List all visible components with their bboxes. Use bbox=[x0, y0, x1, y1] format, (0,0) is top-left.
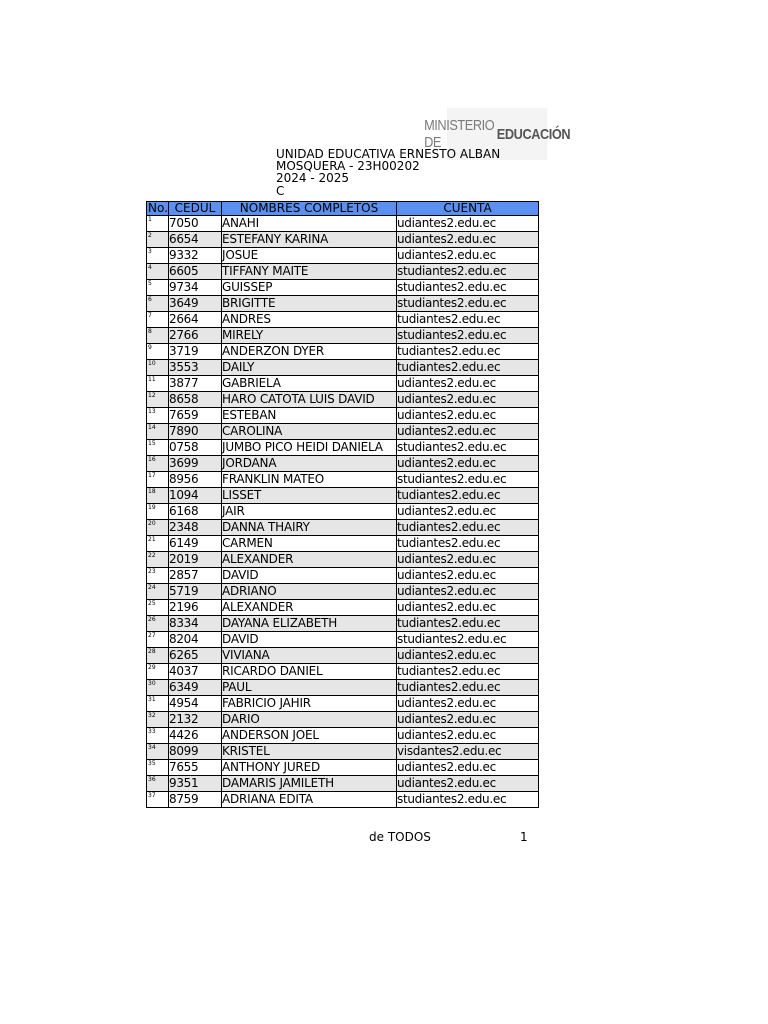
row-account: tudiantes2.edu.ec bbox=[397, 488, 539, 504]
row-number: 8 bbox=[147, 328, 169, 344]
row-account: udiantes2.edu.ec bbox=[397, 392, 539, 408]
row-name: JOSUE bbox=[222, 248, 397, 264]
row-number: 28 bbox=[147, 648, 169, 664]
row-number: 2 bbox=[147, 232, 169, 248]
row-name: JUMBO PICO HEIDI DANIELA bbox=[222, 440, 397, 456]
row-number: 22 bbox=[147, 552, 169, 568]
student-roster-table bbox=[146, 201, 539, 808]
table-row bbox=[147, 760, 539, 776]
row-name: LISSET bbox=[222, 488, 397, 504]
row-number: 25 bbox=[147, 600, 169, 616]
row-name: JORDANA bbox=[222, 456, 397, 472]
row-account: udiantes2.edu.ec bbox=[397, 648, 539, 664]
row-number: 13 bbox=[147, 408, 169, 424]
row-number: 1 bbox=[147, 216, 169, 232]
header-name: NOMBRES COMPLETOS bbox=[222, 202, 397, 216]
table-row bbox=[147, 504, 539, 520]
row-number: 10 bbox=[147, 360, 169, 376]
row-account: studiantes2.edu.ec bbox=[397, 440, 539, 456]
row-account: udiantes2.edu.ec bbox=[397, 232, 539, 248]
row-number: 24 bbox=[147, 584, 169, 600]
row-name: ADRIANO bbox=[222, 584, 397, 600]
row-number: 37 bbox=[147, 792, 169, 808]
row-id: 8204 bbox=[169, 632, 222, 648]
row-id: 2348 bbox=[169, 520, 222, 536]
row-id: 2766 bbox=[169, 328, 222, 344]
row-account: tudiantes2.edu.ec bbox=[397, 664, 539, 680]
row-account: studiantes2.edu.ec bbox=[397, 296, 539, 312]
row-id: 7890 bbox=[169, 424, 222, 440]
row-number: 36 bbox=[147, 776, 169, 792]
row-account: udiantes2.edu.ec bbox=[397, 696, 539, 712]
row-number: 19 bbox=[147, 504, 169, 520]
row-id: 5719 bbox=[169, 584, 222, 600]
row-account: udiantes2.edu.ec bbox=[397, 248, 539, 264]
row-number: 7 bbox=[147, 312, 169, 328]
row-number: 23 bbox=[147, 568, 169, 584]
row-name: DAVID bbox=[222, 632, 397, 648]
row-name: RICARDO DANIEL bbox=[222, 664, 397, 680]
school-name-line1: UNIDAD EDUCATIVA ERNESTO ALBAN bbox=[276, 148, 501, 160]
row-id: 1094 bbox=[169, 488, 222, 504]
row-name: DARIO bbox=[222, 712, 397, 728]
row-name: GABRIELA bbox=[222, 376, 397, 392]
row-account: udiantes2.edu.ec bbox=[397, 568, 539, 584]
table-row bbox=[147, 216, 539, 232]
table-row bbox=[147, 296, 539, 312]
row-id: 2132 bbox=[169, 712, 222, 728]
row-account: udiantes2.edu.ec bbox=[397, 504, 539, 520]
row-number: 35 bbox=[147, 760, 169, 776]
table-row bbox=[147, 648, 539, 664]
school-year: 2024 - 2025 bbox=[276, 172, 350, 184]
row-account: udiantes2.edu.ec bbox=[397, 552, 539, 568]
table-row bbox=[147, 584, 539, 600]
row-name: ALEXANDER bbox=[222, 600, 397, 616]
row-account: tudiantes2.edu.ec bbox=[397, 360, 539, 376]
table-row bbox=[147, 360, 539, 376]
row-name: DAMARIS JAMILETH bbox=[222, 776, 397, 792]
row-id: 8956 bbox=[169, 472, 222, 488]
row-id: 3877 bbox=[169, 376, 222, 392]
row-number: 20 bbox=[147, 520, 169, 536]
row-name: FABRICIO JAHIR bbox=[222, 696, 397, 712]
table-header-row bbox=[147, 202, 539, 216]
row-id: 8759 bbox=[169, 792, 222, 808]
row-name: ALEXANDER bbox=[222, 552, 397, 568]
table-row bbox=[147, 568, 539, 584]
header-id: CEDUL bbox=[169, 202, 222, 216]
row-id: 2664 bbox=[169, 312, 222, 328]
row-number: 17 bbox=[147, 472, 169, 488]
row-name: PAUL bbox=[222, 680, 397, 696]
row-number: 3 bbox=[147, 248, 169, 264]
row-id: 7050 bbox=[169, 216, 222, 232]
footer-page-number: 1 bbox=[520, 830, 528, 844]
table-row bbox=[147, 600, 539, 616]
row-account: tudiantes2.edu.ec bbox=[397, 536, 539, 552]
row-id: 8658 bbox=[169, 392, 222, 408]
row-account: udiantes2.edu.ec bbox=[397, 728, 539, 744]
row-number: 34 bbox=[147, 744, 169, 760]
row-id: 9351 bbox=[169, 776, 222, 792]
row-account: udiantes2.edu.ec bbox=[397, 760, 539, 776]
row-id: 6605 bbox=[169, 264, 222, 280]
row-id: 8334 bbox=[169, 616, 222, 632]
row-id: 9734 bbox=[169, 280, 222, 296]
row-name: CARMEN bbox=[222, 536, 397, 552]
table-row bbox=[147, 424, 539, 440]
table-row bbox=[147, 440, 539, 456]
table-row bbox=[147, 536, 539, 552]
row-account: udiantes2.edu.ec bbox=[397, 712, 539, 728]
row-number: 15 bbox=[147, 440, 169, 456]
row-name: ANDERZON DYER bbox=[222, 344, 397, 360]
table-row bbox=[147, 264, 539, 280]
row-account: udiantes2.edu.ec bbox=[397, 424, 539, 440]
row-account: tudiantes2.edu.ec bbox=[397, 344, 539, 360]
row-name: JAIR bbox=[222, 504, 397, 520]
row-id: 3699 bbox=[169, 456, 222, 472]
row-name: VIVIANA bbox=[222, 648, 397, 664]
row-account: studiantes2.edu.ec bbox=[397, 328, 539, 344]
row-id: 6654 bbox=[169, 232, 222, 248]
row-name: DANNA THAIRY bbox=[222, 520, 397, 536]
row-account: udiantes2.edu.ec bbox=[397, 408, 539, 424]
table-row bbox=[147, 456, 539, 472]
table-row bbox=[147, 392, 539, 408]
table-row bbox=[147, 248, 539, 264]
table-row bbox=[147, 376, 539, 392]
row-name: CAROLINA bbox=[222, 424, 397, 440]
row-number: 32 bbox=[147, 712, 169, 728]
school-name-line2: MOSQUERA - 23H00202 bbox=[276, 160, 420, 172]
row-account: studiantes2.edu.ec bbox=[397, 280, 539, 296]
row-id: 0758 bbox=[169, 440, 222, 456]
row-name: DAVID bbox=[222, 568, 397, 584]
row-number: 27 bbox=[147, 632, 169, 648]
row-number: 5 bbox=[147, 280, 169, 296]
row-account: udiantes2.edu.ec bbox=[397, 776, 539, 792]
row-number: 14 bbox=[147, 424, 169, 440]
row-account: udiantes2.edu.ec bbox=[397, 584, 539, 600]
row-name: DAILY bbox=[222, 360, 397, 376]
table-body bbox=[147, 216, 539, 808]
row-id: 6168 bbox=[169, 504, 222, 520]
row-account: udiantes2.edu.ec bbox=[397, 216, 539, 232]
table-row bbox=[147, 488, 539, 504]
row-name: ANTHONY JURED bbox=[222, 760, 397, 776]
row-name: ESTEFANY KARINA bbox=[222, 232, 397, 248]
table-row bbox=[147, 632, 539, 648]
row-name: ANDERSON JOEL bbox=[222, 728, 397, 744]
header-account: CUENTA bbox=[397, 202, 539, 216]
row-number: 21 bbox=[147, 536, 169, 552]
row-number: 31 bbox=[147, 696, 169, 712]
row-number: 26 bbox=[147, 616, 169, 632]
footer-left: de TODOS bbox=[369, 830, 431, 844]
table-row bbox=[147, 328, 539, 344]
row-account: tudiantes2.edu.ec bbox=[397, 616, 539, 632]
row-name: MIRELY bbox=[222, 328, 397, 344]
table-row bbox=[147, 520, 539, 536]
row-name: ANDRES bbox=[222, 312, 397, 328]
logo-brand: EDUCACIÓN bbox=[496, 125, 571, 143]
row-account: studiantes2.edu.ec bbox=[397, 472, 539, 488]
row-name: ANAHI bbox=[222, 216, 397, 232]
row-account: tudiantes2.edu.ec bbox=[397, 680, 539, 696]
table-row bbox=[147, 776, 539, 792]
row-id: 4954 bbox=[169, 696, 222, 712]
table-row bbox=[147, 664, 539, 680]
row-id: 8099 bbox=[169, 744, 222, 760]
table-row bbox=[147, 744, 539, 760]
row-id: 3719 bbox=[169, 344, 222, 360]
row-account: studiantes2.edu.ec bbox=[397, 632, 539, 648]
row-account: studiantes2.edu.ec bbox=[397, 792, 539, 808]
row-id: 4037 bbox=[169, 664, 222, 680]
row-number: 16 bbox=[147, 456, 169, 472]
table-row bbox=[147, 792, 539, 808]
row-account: visdantes2.edu.ec bbox=[397, 744, 539, 760]
row-name: ESTEBAN bbox=[222, 408, 397, 424]
row-number: 33 bbox=[147, 728, 169, 744]
row-id: 6349 bbox=[169, 680, 222, 696]
row-account: udiantes2.edu.ec bbox=[397, 376, 539, 392]
row-id: 6149 bbox=[169, 536, 222, 552]
row-name: GUISSEP bbox=[222, 280, 397, 296]
table-row bbox=[147, 232, 539, 248]
table-row bbox=[147, 712, 539, 728]
header-num: No. bbox=[148, 201, 168, 215]
row-name: HARO CATOTA LUIS DAVID bbox=[222, 392, 397, 408]
row-id: 7659 bbox=[169, 408, 222, 424]
row-id: 3649 bbox=[169, 296, 222, 312]
logo-prefix: MINISTERIO DE bbox=[424, 117, 495, 151]
table-row bbox=[147, 408, 539, 424]
row-account: tudiantes2.edu.ec bbox=[397, 312, 539, 328]
row-number: 18 bbox=[147, 488, 169, 504]
table-row bbox=[147, 680, 539, 696]
row-account: tudiantes2.edu.ec bbox=[397, 520, 539, 536]
row-name: TIFFANY MAITE bbox=[222, 264, 397, 280]
table-row bbox=[147, 552, 539, 568]
row-name: BRIGITTE bbox=[222, 296, 397, 312]
school-header bbox=[276, 148, 536, 197]
row-name: ADRIANA EDITA bbox=[222, 792, 397, 808]
row-number: 4 bbox=[147, 264, 169, 280]
row-id: 6265 bbox=[169, 648, 222, 664]
school-section: C bbox=[276, 185, 285, 197]
row-account: studiantes2.edu.ec bbox=[397, 264, 539, 280]
row-account: udiantes2.edu.ec bbox=[397, 600, 539, 616]
row-number: 11 bbox=[147, 376, 169, 392]
row-name: KRISTEL bbox=[222, 744, 397, 760]
row-id: 9332 bbox=[169, 248, 222, 264]
table-row bbox=[147, 728, 539, 744]
row-number: 29 bbox=[147, 664, 169, 680]
row-number: 6 bbox=[147, 296, 169, 312]
row-number: 9 bbox=[147, 344, 169, 360]
table-row bbox=[147, 344, 539, 360]
table-row bbox=[147, 280, 539, 296]
row-id: 7655 bbox=[169, 760, 222, 776]
row-account: udiantes2.edu.ec bbox=[397, 456, 539, 472]
row-id: 2196 bbox=[169, 600, 222, 616]
row-number: 30 bbox=[147, 680, 169, 696]
row-id: 2857 bbox=[169, 568, 222, 584]
table-row bbox=[147, 616, 539, 632]
row-id: 4426 bbox=[169, 728, 222, 744]
row-number: 12 bbox=[147, 392, 169, 408]
row-id: 3553 bbox=[169, 360, 222, 376]
table-row bbox=[147, 312, 539, 328]
row-name: DAYANA ELIZABETH bbox=[222, 616, 397, 632]
table-row bbox=[147, 696, 539, 712]
row-name: FRANKLIN MATEO bbox=[222, 472, 397, 488]
row-id: 2019 bbox=[169, 552, 222, 568]
table-row bbox=[147, 472, 539, 488]
